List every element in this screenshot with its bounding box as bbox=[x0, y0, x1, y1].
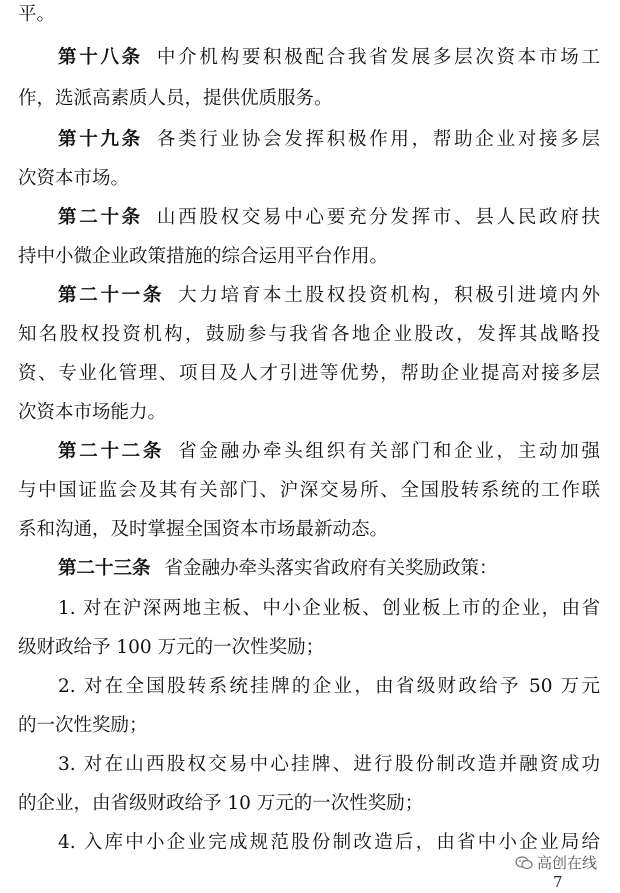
line-text: 与中国证监会及其有关部门、沪深交易所、全国股转系统的工作联 bbox=[18, 480, 600, 501]
watermark bbox=[515, 852, 597, 873]
text-line bbox=[58, 554, 600, 584]
line-text: 1. 对在沪深两地主板、中小企业板、创业板上市的企业，由省 bbox=[58, 598, 600, 619]
wechat-icon bbox=[515, 856, 533, 870]
line-text: 省金融办牵头组织有关部门和企业，主动加强 bbox=[178, 441, 600, 462]
text-line bbox=[58, 594, 600, 624]
line-text: 的企业，由省级财政给予 10 万元的一次性奖励； bbox=[18, 793, 424, 814]
line-text: 4. 入库中小企业完成规范股份制改造后，由省中小企业局给 bbox=[58, 832, 600, 853]
article-label: 第二十二条 bbox=[58, 441, 165, 462]
text-line bbox=[18, 0, 600, 30]
article-label: 第二十一条 bbox=[58, 285, 165, 306]
text-line bbox=[58, 43, 600, 73]
text-line bbox=[18, 359, 600, 389]
line-text: 山西股权交易中心要充分发挥市、县人民政府扶 bbox=[156, 207, 600, 228]
line-text: 次资本市场能力。 bbox=[18, 402, 167, 423]
line-text: 3. 对在山西股权交易中心挂牌、进行股份制改造并融资成功 bbox=[58, 754, 600, 775]
line-text: 次资本市场。 bbox=[18, 168, 130, 189]
text-line bbox=[18, 633, 600, 663]
line-text: 平。 bbox=[18, 4, 56, 25]
line-text: 知名股权投资机构，鼓励参与我省各地企业股改，发挥其战略投 bbox=[18, 324, 600, 345]
text-line bbox=[58, 125, 600, 155]
page-number: 7 bbox=[553, 873, 563, 891]
text-line bbox=[18, 84, 600, 114]
article-label: 第十九条 bbox=[58, 129, 143, 150]
text-line bbox=[58, 437, 600, 467]
watermark-text: 高创在线 bbox=[537, 854, 598, 872]
text-line bbox=[18, 164, 600, 194]
line-text: 级财政给予 100 万元的一次性奖励； bbox=[18, 637, 325, 658]
text-line bbox=[18, 398, 600, 428]
article-label: 第二十三条 bbox=[58, 558, 151, 579]
text-line bbox=[18, 711, 600, 741]
line-text: 中介机构要积极配合我省发展多层次资本市场工 bbox=[156, 47, 600, 68]
line-text: 大力培育本土股权投资机构，积极引进境内外 bbox=[178, 285, 600, 306]
text-line bbox=[58, 750, 600, 780]
text-line bbox=[18, 789, 600, 819]
line-text: 2. 对在全国股转系统挂牌的企业，由省级财政给予 50 万元 bbox=[58, 676, 600, 697]
text-line bbox=[18, 242, 600, 272]
text-line bbox=[18, 515, 600, 545]
line-text: 各类行业协会发挥积极作用，帮助企业对接多层 bbox=[156, 129, 600, 150]
text-line bbox=[58, 672, 600, 702]
line-text: 系和沟通，及时掌握全国资本市场最新动态。 bbox=[18, 519, 389, 540]
line-text: 的一次性奖励； bbox=[18, 715, 148, 736]
text-line bbox=[58, 203, 600, 233]
line-text: 作，选派高素质人员，提供优质服务。 bbox=[18, 88, 333, 109]
line-text: 资、专业化管理、项目及人才引进等优势，帮助企业提高对接多层 bbox=[18, 363, 600, 384]
article-label: 第二十条 bbox=[58, 207, 143, 228]
text-line bbox=[58, 281, 600, 311]
line-text: 省金融办牵头落实省政府有关奖励政策： bbox=[164, 558, 498, 579]
article-label: 第十八条 bbox=[58, 47, 143, 68]
text-line bbox=[18, 476, 600, 506]
text-line bbox=[18, 320, 600, 350]
line-text: 持中小微企业政策措施的综合运用平台作用。 bbox=[18, 246, 389, 267]
